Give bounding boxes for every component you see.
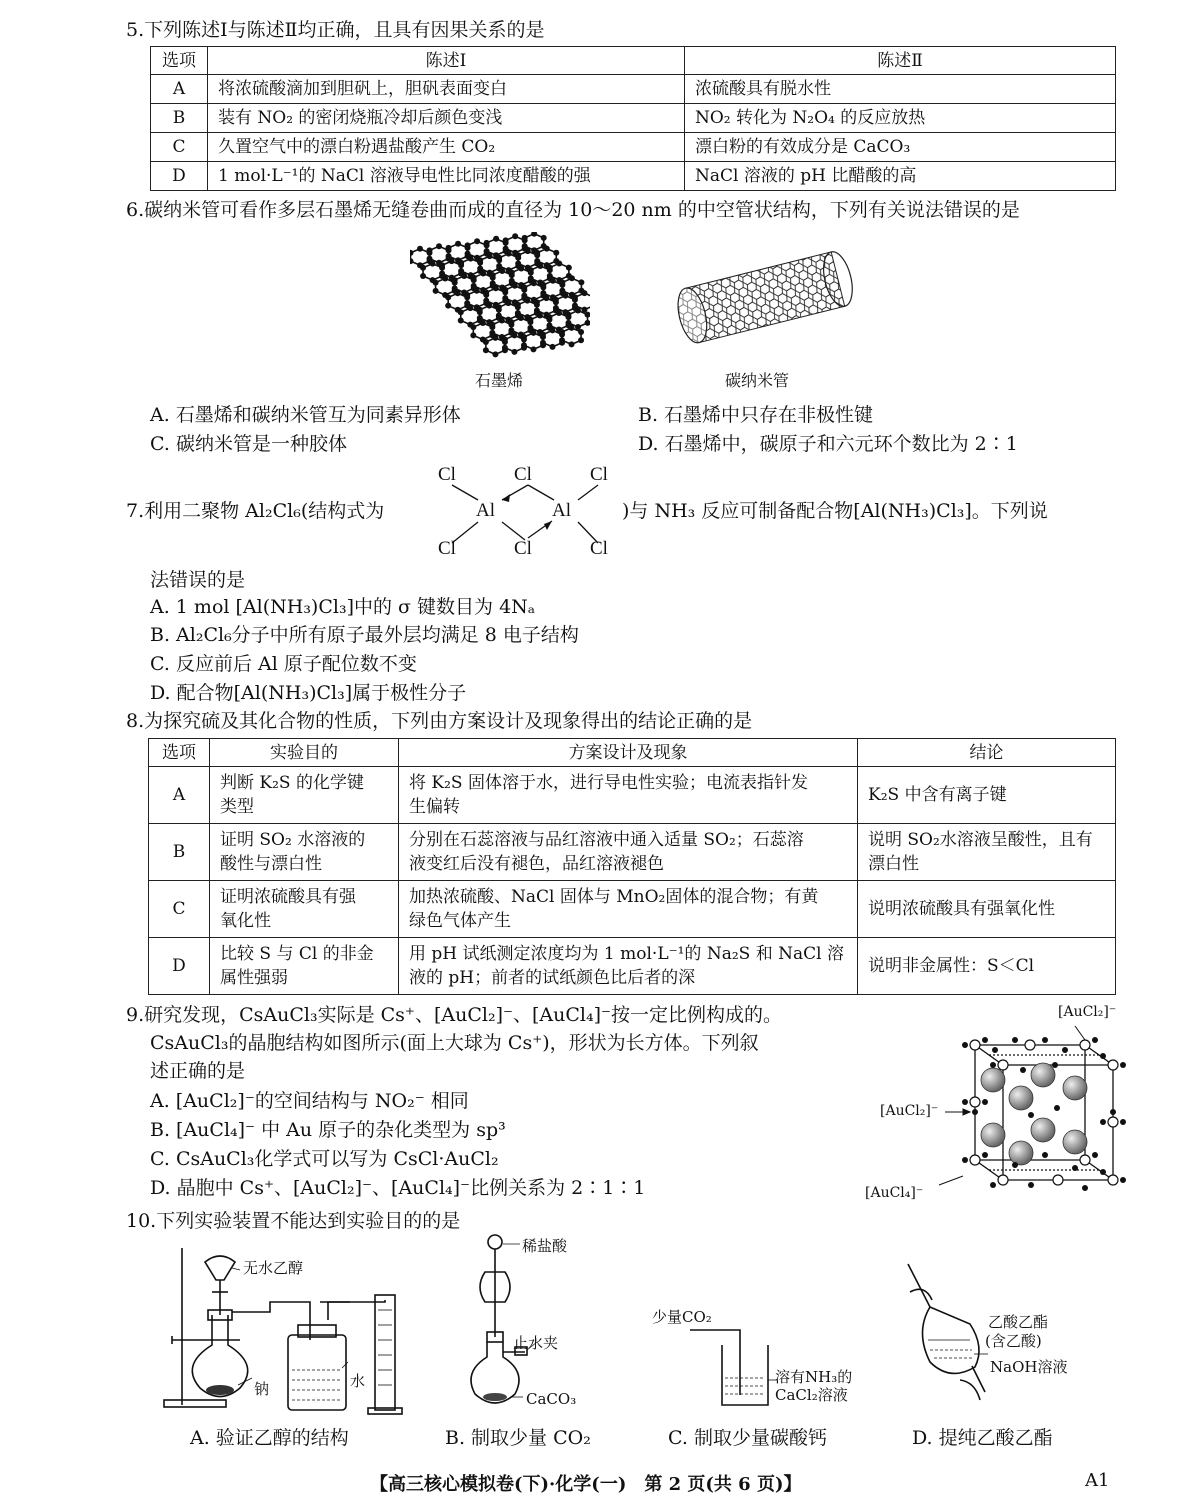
label-naoh-solution: NaOH溶液: [990, 1358, 1068, 1376]
page-footer: 【高三核心模拟卷(下)·化学(一) 第 2 页(共 6 页)】: [370, 1474, 802, 1495]
carbon-atom: [458, 268, 464, 274]
q8-header-conclusion: 结论: [858, 739, 1116, 767]
carbon-atom: [427, 256, 433, 262]
carbon-atom: [556, 310, 562, 316]
q5-header-statement2: 陈述Ⅱ: [685, 47, 1116, 75]
carbon-atom: [525, 248, 531, 254]
table-row: [151, 104, 1116, 133]
carbon-atom: [449, 258, 455, 264]
carbon-atom: [430, 261, 436, 267]
carbon-atom: [483, 339, 489, 345]
cell-line: 分别在石蕊溶液与品红溶液中通入适量 SO₂；石蕊溶: [409, 830, 804, 850]
carbon-atom: [528, 267, 534, 273]
q8-cell-opt: D: [149, 938, 210, 995]
carbon-atom: [483, 298, 489, 304]
q8-cell-aim: [210, 824, 399, 881]
carbon-atom: [578, 337, 584, 343]
carbon-atom: [487, 253, 493, 259]
graphene-caption: 石墨烯: [475, 371, 524, 390]
label-cacl2-solution: CaCl₂溶液: [775, 1386, 848, 1404]
cell-line: 液的 pH；前者的试纸颜色比后者的深: [409, 968, 696, 988]
q8-cell-conclusion: [858, 767, 1116, 824]
q9-line2: CsAuCl₃的晶胞结构如图所示(面上大球为 Cs⁺)，形状为长方体。下列叙: [150, 1032, 759, 1054]
carbon-atom: [540, 331, 546, 337]
label-ethyl-acetate: 乙酸乙酯: [988, 1313, 1049, 1331]
q5-cell-s1: 1 mol·L⁻¹的 NaCl 溶液导电性比同浓度醋酸的强: [208, 162, 685, 191]
carbon-atom: [550, 344, 556, 350]
carbon-atom: [509, 270, 515, 276]
q9-option-a: A. [AuCl₂]⁻的空间结构与 NO₂⁻ 相同: [150, 1090, 469, 1112]
cell-line: 将 K₂S 固体溶于水，进行导电性实验；电流表指针发: [409, 773, 808, 793]
label-caco3: CaCO₃: [526, 1390, 577, 1408]
carbon-atom: [553, 305, 559, 311]
table-row: [149, 881, 1116, 938]
carbon-atom: [445, 303, 451, 309]
carbon-atom: [550, 327, 556, 333]
q8-cell-opt: B: [149, 824, 210, 881]
cell-line: 判断 K₂S 的化学键: [220, 773, 364, 793]
q5-cell-s2: NO₂ 转化为 N₂O₄ 的反应放热: [685, 104, 1116, 133]
q7-option-d: D. 配合物[Al(NH₃)Cl₃]属于极性分子: [150, 682, 467, 704]
carbon-atom: [544, 246, 550, 252]
carbon-atom: [489, 322, 495, 328]
carbon-atom: [477, 265, 483, 271]
carbon-atom: [484, 248, 490, 254]
carbon-atom: [578, 329, 584, 335]
carbon-atom: [458, 318, 464, 324]
carbon-atom: [439, 262, 445, 268]
q8-cell-aim: [210, 767, 399, 824]
carbon-atom: [458, 260, 464, 266]
q5-cell-opt: D: [151, 162, 208, 191]
carbon-atom: [464, 300, 470, 306]
cell-line: K₂S 中含有离子键: [868, 785, 1007, 805]
carbon-atom: [553, 250, 559, 256]
carbon-atom: [547, 273, 553, 279]
carbon-atom: [502, 287, 508, 293]
carbon-atom: [540, 340, 546, 346]
cell-line: 证明 SO₂ 水溶液的: [220, 830, 366, 850]
label-nh3-solution: 溶有NH₃的: [775, 1368, 853, 1386]
nanotube-figure: [670, 235, 855, 360]
carbon-atom: [446, 253, 452, 259]
caption-d: D. 提纯乙酸乙酯: [912, 1427, 1053, 1449]
carbon-atom: [522, 243, 528, 249]
label-aucl2-top: [AuCl₂]⁻: [1058, 1004, 1117, 1020]
q8-cell-opt: C: [149, 881, 210, 938]
carbon-atom: [493, 236, 499, 242]
q8-cell-plan: [399, 881, 858, 938]
carbon-atom: [566, 265, 572, 271]
label-aucl4: [AuCl₄]⁻: [865, 1185, 924, 1201]
carbon-atom: [455, 241, 461, 247]
carbon-atom: [518, 315, 524, 321]
q5-header-statement1: 陈述Ⅰ: [208, 47, 685, 75]
q8-cell-conclusion: [858, 824, 1116, 881]
carbon-atom: [511, 349, 517, 355]
table-row: [149, 767, 1116, 824]
carbon-atom: [461, 273, 467, 279]
carbon-atom: [410, 250, 413, 256]
label-contains-acetic-acid: (含乙酸): [985, 1332, 1042, 1350]
carbon-atom: [521, 284, 527, 290]
carbon-atom: [521, 342, 527, 348]
carbon-atom: [553, 297, 559, 303]
carbon-atom: [489, 330, 495, 336]
carbon-atom: [534, 258, 540, 264]
carbon-atom: [506, 251, 512, 257]
q5-header-option: 选项: [151, 47, 208, 75]
carbon-atom: [569, 325, 575, 331]
q9-line1: 9.研究发现，CsAuCl₃实际是 Cs⁺、[AuCl₂]⁻、[AuCl₄]⁻按一定比例构成的。: [126, 1004, 783, 1026]
carbon-atom: [559, 337, 565, 343]
q5-cell-opt: C: [151, 133, 208, 162]
carbon-atom: [562, 293, 568, 299]
carbon-atom: [436, 243, 442, 249]
cell-line: 氧化性: [220, 911, 271, 931]
q5-cell-s2: 浓硫酸具有脱水性: [685, 75, 1116, 104]
carbon-atom: [547, 265, 553, 271]
carbon-atom: [499, 318, 505, 324]
q5-stem: 5.下列陈述Ⅰ与陈述Ⅱ均正确，且具有因果关系的是: [126, 19, 545, 41]
q7-stem-pre: 7.利用二聚物 Al₂Cl₆(结构式为: [126, 500, 385, 522]
carbon-atom: [534, 250, 540, 256]
q6-option-a: A. 石墨烯和碳纳米管互为同素异形体: [150, 404, 461, 426]
carbon-atom: [518, 265, 524, 271]
table-row: [151, 133, 1116, 162]
label-water: 水: [350, 1372, 366, 1390]
carbon-atom: [569, 341, 575, 347]
carbon-atom: [565, 320, 571, 326]
q5-cell-opt: A: [151, 75, 208, 104]
carbon-atom: [496, 255, 502, 261]
carbon-atom: [565, 312, 571, 318]
q7-stem-cont: 法错误的是: [150, 569, 246, 591]
carbon-atom: [420, 265, 426, 271]
carbon-atom: [496, 313, 502, 319]
carbon-atom: [537, 313, 543, 319]
q8-header-aim: 实验目的: [210, 739, 399, 767]
carbon-atom: [546, 314, 552, 320]
q5-cell-s1: 装有 NO₂ 的密闭烧瓶冷却后颜色变浅: [208, 104, 685, 133]
q6-option-d: D. 石墨烯中，碳原子和六元环个数比为 2∶1: [638, 433, 1018, 455]
carbon-atom: [515, 260, 521, 266]
cell-line: 类型: [220, 797, 254, 817]
carbon-atom: [578, 279, 584, 285]
table-row: [151, 75, 1116, 104]
cell-line: 用 pH 试纸测定浓度均为 1 mol·L⁻¹的 Na₂S 和 NaCl 溶: [409, 944, 844, 964]
carbon-atom: [410, 258, 413, 264]
carbon-atom: [499, 268, 505, 274]
carbon-atom: [575, 324, 581, 330]
carbon-atom: [508, 319, 514, 325]
paper-code: A1: [1085, 1470, 1110, 1491]
struct-cl: Cl: [590, 464, 608, 485]
carbon-atom: [480, 320, 486, 326]
q8-cell-conclusion: [858, 881, 1116, 938]
cell-line: 证明浓硫酸具有强: [220, 887, 356, 907]
q5-cell-opt: B: [151, 104, 208, 133]
carbon-atom: [569, 275, 575, 281]
carbon-atom: [442, 275, 448, 281]
q6-option-c: C. 碳纳米管是一种胶体: [150, 433, 347, 455]
struct-cl: Cl: [438, 538, 456, 559]
carbon-atom: [433, 288, 439, 294]
carbon-atom: [490, 280, 496, 286]
cell-line: 说明浓硫酸具有强氧化性: [868, 899, 1055, 919]
carbon-atom: [550, 278, 556, 284]
carbon-atom: [509, 278, 515, 284]
carbon-atom: [503, 237, 509, 243]
label-aucl2-mid: [AuCl₂]⁻: [880, 1103, 939, 1119]
carbon-atom: [543, 295, 549, 301]
q8-cell-aim: [210, 881, 399, 938]
carbon-atom: [433, 280, 439, 286]
carbon-atom: [508, 327, 514, 333]
carbon-atom: [420, 273, 426, 279]
carbon-atom: [502, 295, 508, 301]
carbon-atom: [445, 294, 451, 300]
label-ethanol: 无水乙醇: [243, 1259, 304, 1277]
crystal-cell-figure: [935, 1020, 1135, 1210]
q10-stem: 10.下列实验装置不能达到实验目的的是: [126, 1210, 461, 1232]
carbon-atom: [515, 252, 521, 258]
label-dilute-hcl: 稀盐酸: [522, 1237, 568, 1255]
carbon-atom: [530, 346, 536, 352]
carbon-atom: [455, 290, 461, 296]
carbon-atom: [512, 233, 518, 239]
carbon-atom: [515, 310, 521, 316]
q8-cell-aim: [210, 938, 399, 995]
carbon-atom: [474, 238, 480, 244]
carbon-atom: [468, 256, 474, 262]
al2cl6-structure: [430, 458, 620, 562]
carbon-atom: [540, 290, 546, 296]
carbon-atom: [470, 332, 476, 338]
carbon-atom: [503, 246, 509, 252]
carbon-atom: [559, 288, 565, 294]
carbon-atom: [572, 303, 578, 309]
carbon-atom: [486, 303, 492, 309]
struct-cl: Cl: [514, 538, 532, 559]
carbon-atom: [502, 336, 508, 342]
q7-option-a: A. 1 mol [Al(NH₃)Cl₃]中的 σ 键数目为 4Nₐ: [150, 596, 536, 618]
carbon-atom: [490, 272, 496, 278]
carbon-atom: [531, 232, 537, 237]
carbon-atom: [527, 317, 533, 323]
carbon-atom: [477, 307, 483, 313]
carbon-atom: [581, 290, 587, 296]
carbon-atom: [467, 305, 473, 311]
q7-stem-post: )与 NH₃ 反应可制备配合物[Al(NH₃)Cl₃]。下列说: [622, 500, 1048, 522]
q8-cell-opt: A: [149, 767, 210, 824]
carbon-atom: [471, 275, 477, 281]
carbon-atom: [477, 257, 483, 263]
carbon-atom: [439, 270, 445, 276]
table-row: [149, 938, 1116, 995]
cell-line: 绿色气体产生: [409, 911, 511, 931]
carbon-atom: [496, 263, 502, 269]
q8-cell-plan: [399, 767, 858, 824]
q5-cell-s1: 久置空气中的漂白粉遇盐酸产生 CO₂: [208, 133, 685, 162]
cell-line: 属性强弱: [220, 968, 288, 988]
carbon-atom: [458, 309, 464, 315]
cell-line: 液变红后没有褪色，品红溶液褪色: [409, 854, 664, 874]
cell-line: 比较 S 与 Cl 的非金: [220, 944, 374, 964]
carbon-atom: [585, 312, 590, 318]
q9-option-d: D. 晶胞中 Cs⁺、[AuCl₂]⁻、[AuCl₄]⁻比例关系为 2∶1∶1: [150, 1177, 646, 1199]
q7-option-c: C. 反应前后 Al 原子配位数不变: [150, 653, 417, 675]
q7-option-b: B. Al₂Cl₆分子中所有原子最外层均满足 8 电子结构: [150, 624, 579, 646]
carbon-atom: [492, 335, 498, 341]
carbon-atom: [512, 283, 518, 289]
carbon-atom: [492, 351, 498, 357]
q9-option-c: C. CsAuCl₃化学式可以写为 CsCl·AuCl₂: [150, 1148, 499, 1170]
carbon-atom: [464, 292, 470, 298]
caption-c: C. 制取少量碳酸钙: [668, 1427, 827, 1449]
carbon-atom: [493, 285, 499, 291]
label-water-clip: 止水夹: [513, 1334, 559, 1352]
caption-b: B. 制取少量 CO₂: [445, 1427, 591, 1449]
q6-option-b: B. 石墨烯中只存在非极性键: [638, 404, 874, 426]
carbon-atom: [477, 315, 483, 321]
q5-cell-s2: NaCl 溶液的 pH 比醋酸的高: [685, 162, 1116, 191]
carbon-atom: [452, 285, 458, 291]
cell-line: 生偏转: [409, 797, 460, 817]
carbon-atom: [528, 275, 534, 281]
carbon-atom: [556, 260, 562, 266]
carbon-atom: [537, 263, 543, 269]
carbon-atom: [515, 302, 521, 308]
q8-header-option: 选项: [149, 739, 210, 767]
carbon-atom: [480, 270, 486, 276]
struct-al: Al: [476, 500, 495, 521]
carbon-atom: [572, 294, 578, 300]
cell-line: 说明 SO₂水溶液呈酸性，且有: [868, 830, 1093, 850]
nanotube-caption: 碳纳米管: [725, 371, 790, 390]
carbon-atom: [581, 307, 587, 313]
carbon-atom: [471, 283, 477, 289]
carbon-atom: [505, 300, 511, 306]
carbon-atom: [521, 334, 527, 340]
carbon-atom: [524, 298, 530, 304]
label-sodium: 钠: [254, 1380, 270, 1398]
graphene-figure: [410, 232, 590, 372]
q9-option-b: B. [AuCl₄]⁻ 中 Au 原子的杂化类型为 sp³: [150, 1119, 506, 1141]
carbon-atom: [496, 304, 502, 310]
table-row: [151, 162, 1116, 191]
cell-line: 加热浓硫酸、NaCl 固体与 MnO₂固体的混合物；有黄: [409, 887, 819, 907]
carbon-atom: [527, 325, 533, 331]
q8-header-plan: 方案设计及现象: [399, 739, 858, 767]
carbon-atom: [427, 247, 433, 253]
carbon-atom: [559, 329, 565, 335]
carbon-atom: [417, 246, 423, 252]
q5-table: [150, 46, 1116, 191]
cell-line: 说明非金属性：S＜Cl: [868, 956, 1035, 976]
carbon-atom: [541, 235, 547, 241]
carbon-atom: [522, 235, 528, 241]
q8-stem: 8.为探究硫及其化合物的性质，下列由方案设计及现象得出的结论正确的是: [126, 710, 753, 732]
label-co2: 少量CO₂: [652, 1308, 712, 1326]
q6-stem: 6.碳纳米管可看作多层石墨烯无缝卷曲而成的直径为 10～20 nm 的中空管状结构，下列有关说法错误的是: [126, 199, 1020, 221]
struct-al: Al: [552, 500, 571, 521]
table-row: [149, 824, 1116, 881]
carbon-atom: [585, 320, 590, 326]
carbon-atom: [465, 251, 471, 257]
q5-cell-s1: 将浓硫酸滴加到胆矾上，胆矾表面变白: [208, 75, 685, 104]
carbon-atom: [483, 289, 489, 295]
struct-cl: Cl: [438, 464, 456, 485]
carbon-atom: [540, 282, 546, 288]
carbon-atom: [530, 330, 536, 336]
q8-cell-conclusion: [858, 938, 1116, 995]
q8-cell-plan: [399, 824, 858, 881]
carbon-atom: [559, 279, 565, 285]
carbon-atom: [521, 293, 527, 299]
carbon-atom: [484, 240, 490, 246]
q5-cell-s2: 漂白粉的有效成分是 CaCO₃: [685, 133, 1116, 162]
carbon-atom: [446, 245, 452, 251]
struct-cl: Cl: [514, 464, 532, 485]
carbon-atom: [502, 345, 508, 351]
caption-a: A. 验证乙醇的结构: [190, 1427, 349, 1449]
carbon-atom: [546, 322, 552, 328]
carbon-atom: [474, 288, 480, 294]
carbon-atom: [531, 280, 537, 286]
q8-cell-plan: [399, 938, 858, 995]
carbon-atom: [575, 308, 581, 314]
struct-cl: Cl: [590, 538, 608, 559]
cell-line: 漂白性: [868, 854, 919, 874]
carbon-atom: [483, 347, 489, 353]
carbon-atom: [534, 299, 540, 305]
q9-line3: 述正确的是: [150, 1060, 246, 1082]
carbon-atom: [452, 277, 458, 283]
carbon-atom: [534, 308, 540, 314]
carbon-atom: [511, 332, 517, 338]
cell-line: 酸性与漂白性: [220, 854, 322, 874]
carbon-atom: [470, 324, 476, 330]
carbon-atom: [465, 242, 471, 248]
q8-table: [148, 738, 1116, 995]
